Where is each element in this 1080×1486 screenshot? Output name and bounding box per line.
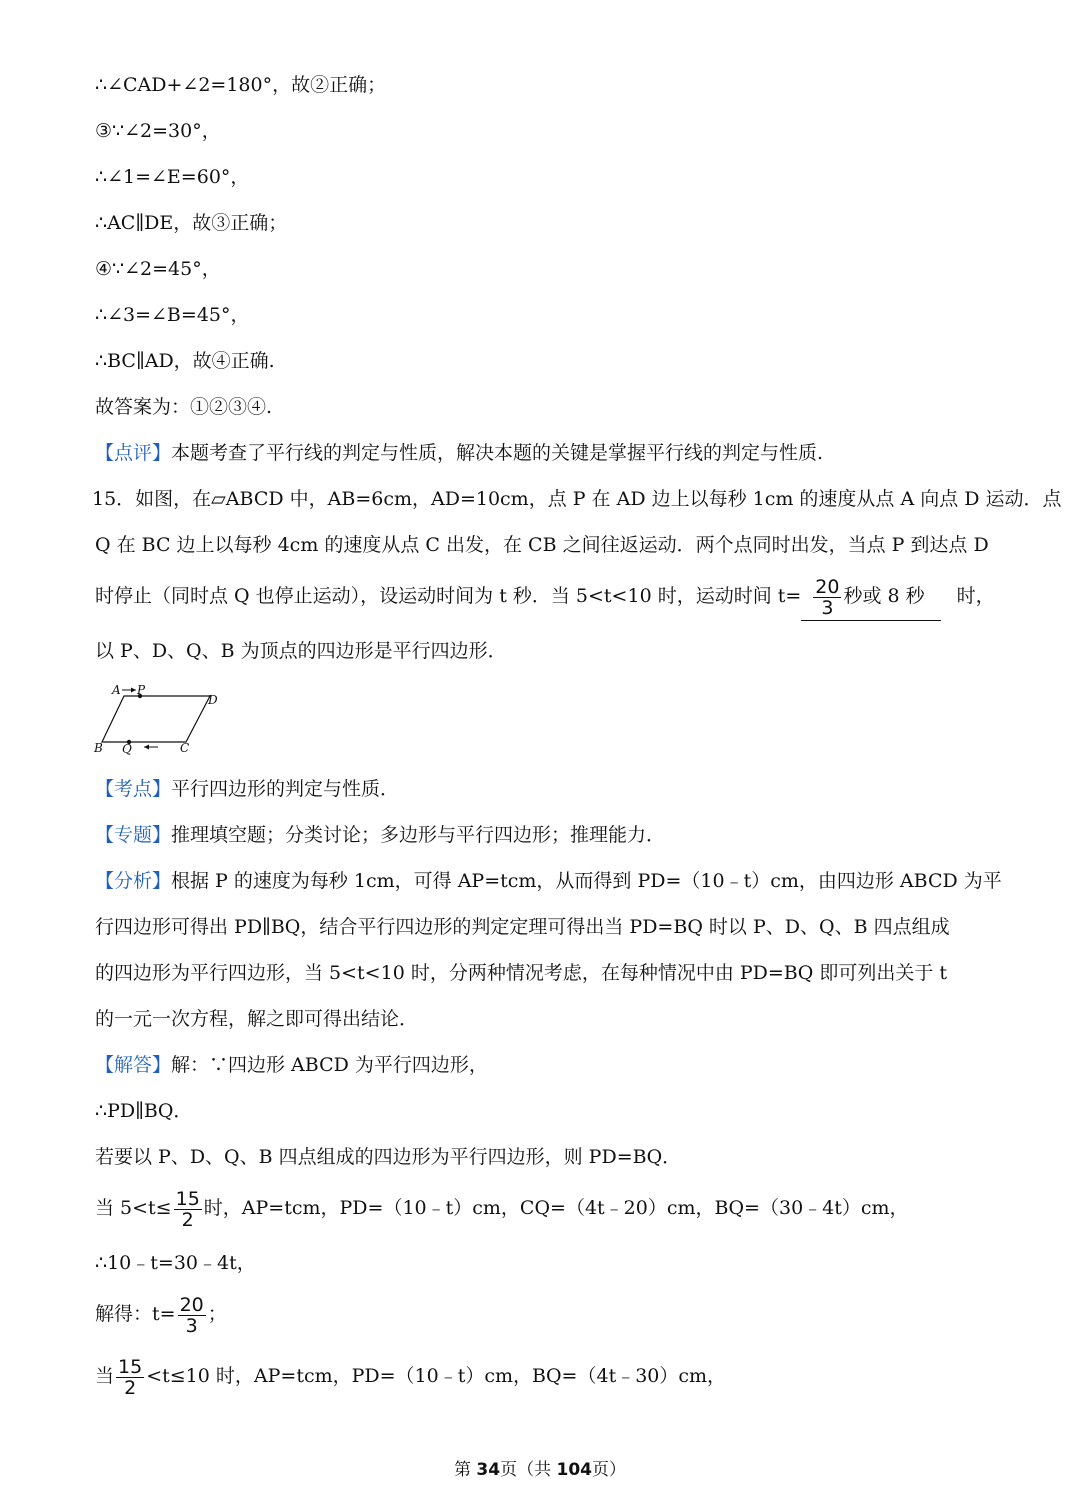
jieda-line-1 — [95, 1052, 488, 1078]
answer-blank — [801, 572, 940, 621]
footer-post: 页） — [591, 1460, 626, 1480]
case1-pre: 当 5<t≤ — [95, 1197, 172, 1219]
line-3: ∴∠1=∠E=60°， — [95, 166, 250, 188]
answer-denominator: 3 — [821, 596, 834, 619]
case2-numerator: 15 — [118, 1355, 143, 1378]
answer-numerator: 20 — [815, 575, 840, 598]
case1-denominator: 2 — [181, 1208, 194, 1231]
arrow-p-head — [131, 688, 136, 693]
q15-line-3-end: 时， — [956, 585, 995, 607]
fenxi-line-4: 的一元一次方程，解之即可得出结论． — [95, 1008, 419, 1030]
fenxi-line-2: 行四边形可得出 PD∥BQ，结合平行四边形的判定定理可得出当 PD=BQ 时以 P、D、Q、B 四点组成 — [95, 916, 950, 938]
q15-line-4: 以 P、D、Q、B 为顶点的四边形是平行四边形． — [95, 640, 507, 662]
q15-line-1: 15．如图，在▱ABCD 中，AB=6cm，AD=10cm，点 P 在 AD 边上以每秒 1cm 的速度从点 A 向点 D 运动．点 — [92, 488, 1062, 510]
footer-mid: 页（共 — [500, 1460, 557, 1480]
line-2: ③∵∠2=30°， — [95, 120, 221, 142]
line-1: ∴∠CAD+∠2=180°，故②正确； — [95, 74, 387, 96]
page-footer — [0, 1455, 1080, 1480]
case1-numerator: 15 — [175, 1187, 200, 1210]
parallelogram-figure — [92, 678, 232, 762]
label-d: D — [208, 693, 218, 707]
footer-total-pages: 104 — [556, 1460, 592, 1480]
label-c: C — [180, 741, 190, 755]
arrow-q-head — [144, 745, 149, 750]
case2-pre: 当 — [95, 1365, 115, 1387]
answer-fraction — [813, 577, 841, 618]
review-line — [95, 440, 823, 466]
footer-page-number: 34 — [476, 1460, 501, 1480]
equation-line: ∴10﹣t=30﹣4t， — [95, 1252, 256, 1274]
solution-numerator: 20 — [179, 1293, 204, 1316]
label-b: B — [94, 741, 103, 755]
case2-fraction — [116, 1357, 144, 1398]
solution-line — [95, 1290, 227, 1338]
jieda-text-1: 解：∵四边形 ABCD 为平行四边形， — [171, 1054, 488, 1076]
solution-pre: 解得：t= — [95, 1303, 176, 1325]
fenxi-line-3: 的四边形为平行四边形，当 5<t<10 时，分两种情况考虑，在每种情况中由 PD=BQ 即可列出关于 t — [95, 962, 948, 984]
q15-line-3 — [95, 572, 995, 621]
zhuanti-line — [95, 822, 665, 848]
zhuanti-text: 推理填空题；分类讨论；多边形与平行四边形；推理能力． — [171, 824, 666, 846]
kaodian-tag: 【考点】 — [95, 778, 172, 800]
review-text: 本题考查了平行线的判定与性质，解决本题的关键是掌握平行线的判定与性质. — [171, 442, 824, 464]
label-q: Q — [122, 742, 132, 756]
line-4: ∴AC∥DE，故③正确； — [95, 212, 288, 234]
parallelogram-shape — [102, 696, 210, 742]
jieda-line-3: 若要以 P、D、Q、B 四点组成的四边形为平行四边形，则 PD=BQ． — [95, 1146, 682, 1168]
line-7: ∴BC∥AD，故④正确. — [95, 350, 275, 372]
kaodian-line — [95, 776, 399, 802]
zhuanti-tag: 【专题】 — [95, 824, 172, 846]
fenxi-line-1 — [95, 868, 1002, 894]
case1-fraction — [174, 1189, 202, 1230]
fenxi-text-1: 根据 P 的速度为每秒 1cm，可得 AP=tcm，从而得到 PD=（10﹣t）cm，由四边形 ABCD 为平 — [171, 870, 1002, 892]
answer-text: 秒或 8 秒 — [843, 585, 925, 607]
line-5: ④∵∠2=45°， — [95, 258, 221, 280]
label-a: A — [112, 683, 121, 697]
case2-line — [95, 1352, 726, 1400]
review-tag: 【点评】 — [95, 442, 172, 464]
footer-pre: 第 — [454, 1460, 477, 1480]
case2-post: <t≤10 时，AP=tcm，PD=（10﹣t）cm，BQ=（4t﹣30）cm， — [146, 1365, 727, 1387]
fenxi-tag: 【分析】 — [95, 870, 172, 892]
q15-line-2: Q 在 BC 边上以每秒 4cm 的速度从点 C 出发，在 CB 之间往返运动．两个点同时出发，当点 P 到达点 D — [95, 534, 989, 556]
solution-denominator: 3 — [185, 1314, 198, 1337]
line-6: ∴∠3=∠B=45°， — [95, 304, 250, 326]
case2-denominator: 2 — [124, 1376, 137, 1399]
case1-line — [95, 1184, 909, 1232]
q15-line-3-text: 时停止（同时点 Q 也停止运动），设运动时间为 t 秒．当 5<t<10 时，运动时间 t= — [95, 585, 802, 607]
case1-post: 时，AP=tcm，PD=（10﹣t）cm，CQ=（4t﹣20）cm，BQ=（30﹣4t）cm， — [203, 1197, 909, 1219]
kaodian-text: 平行四边形的判定与性质． — [171, 778, 400, 800]
solution-post: ； — [207, 1303, 227, 1325]
jieda-tag: 【解答】 — [95, 1054, 172, 1076]
jieda-line-2: ∴PD∥BQ． — [95, 1100, 193, 1122]
answer-line: 故答案为：①②③④. — [95, 396, 273, 418]
solution-fraction — [178, 1295, 206, 1336]
label-p: P — [137, 683, 146, 697]
